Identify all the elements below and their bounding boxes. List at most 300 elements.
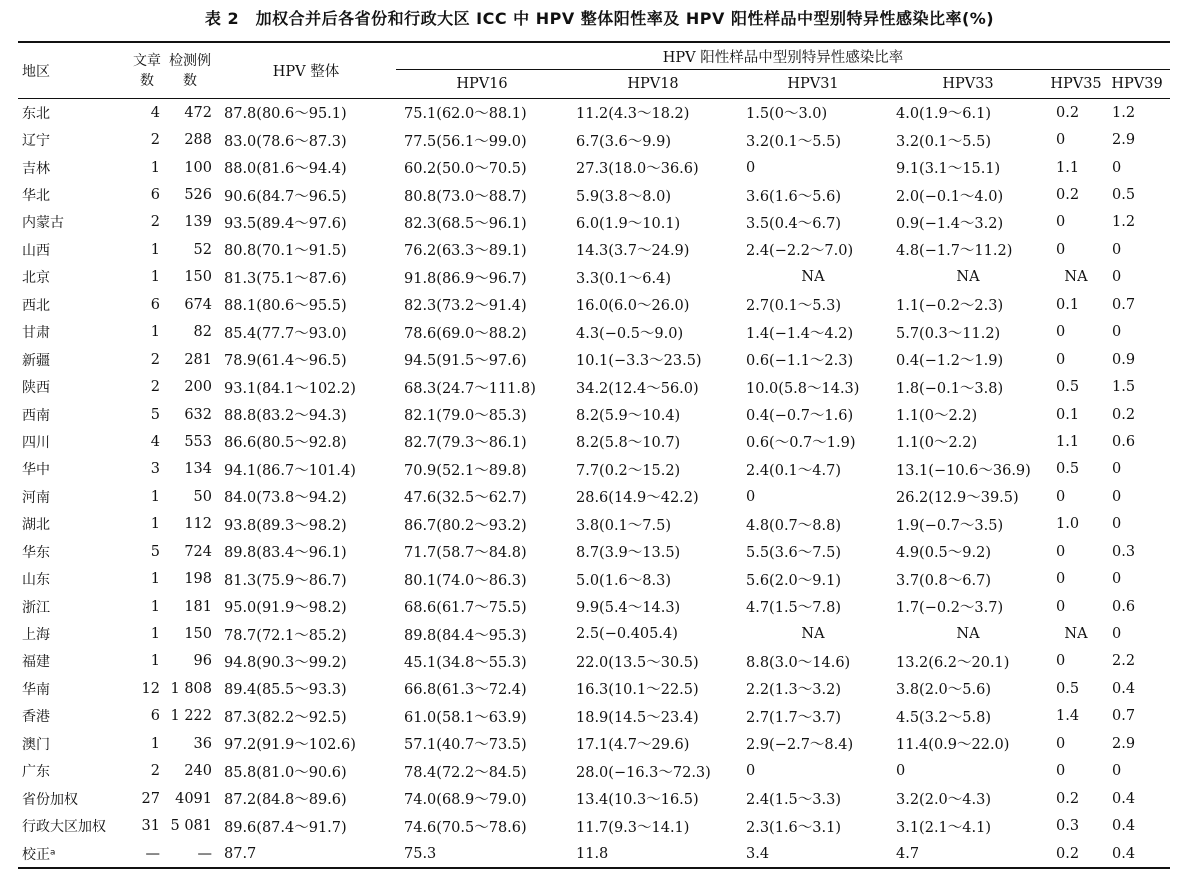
cell-hpv31: 3.5(0.4～6.7) bbox=[746, 215, 841, 232]
cell-samples: 181 bbox=[184, 598, 212, 615]
header-hpv-overall: HPV 整体 bbox=[216, 42, 396, 99]
cell-hpv31: 8.8(3.0～14.6) bbox=[746, 654, 851, 671]
cell-hpv31: 1.5(0～3.0) bbox=[746, 106, 828, 123]
cell-hpv16: 47.6(32.5～62.7) bbox=[404, 490, 527, 507]
cell-hpv18: 22.0(13.5～30.5) bbox=[576, 654, 699, 671]
cell-hpv33: 1.9(−0.7～3.5) bbox=[896, 517, 1004, 534]
cell-hpv16: 80.1(74.0～86.3) bbox=[404, 572, 527, 589]
cell-region: 吉林 bbox=[22, 160, 50, 177]
cell-hpv35: 0.3 bbox=[1056, 818, 1080, 835]
cell-region: 辽宁 bbox=[22, 133, 50, 150]
cell-region: 华南 bbox=[22, 681, 50, 698]
cell-articles: 1 bbox=[150, 598, 160, 615]
cell-hpv35: 0.2 bbox=[1048, 840, 1104, 868]
cell-hpv35: 0 bbox=[1056, 598, 1066, 615]
table-row bbox=[18, 703, 1170, 730]
cell-samples: 82 bbox=[193, 324, 212, 341]
cell-hpv33: NA bbox=[956, 626, 980, 643]
cell-hpv39: 0 bbox=[1112, 626, 1122, 643]
cell-hpv35: NA bbox=[1064, 626, 1088, 643]
cell-hpv-overall: 89.8(83.4～96.1) bbox=[224, 545, 347, 562]
cell-hpv31: 0.4(−0.7～1.6) bbox=[746, 408, 854, 425]
cell-hpv31: 5.6(2.0～9.1) bbox=[746, 572, 841, 589]
cell-hpv33: 13.2(6.2～20.1) bbox=[896, 654, 1010, 671]
cell-hpv16: 57.1(40.7～73.5) bbox=[404, 737, 527, 754]
cell-samples: 198 bbox=[184, 571, 212, 588]
cell-articles: — bbox=[130, 840, 164, 868]
cell-hpv33: 2.0(−0.1～4.0) bbox=[896, 188, 1004, 205]
cell-hpv16: 78.6(69.0～88.2) bbox=[404, 325, 527, 342]
cell-hpv16: 70.9(52.1～89.8) bbox=[404, 462, 527, 479]
cell-hpv18: 11.8 bbox=[568, 840, 738, 868]
table-title: 表 2 加权合并后各省份和行政大区 ICC 中 HPV 整体阳性率及 HPV 阳性样品中型别特异性感染比率(%) bbox=[204, 9, 995, 28]
cell-samples: 1 222 bbox=[170, 708, 212, 725]
table-row bbox=[18, 511, 1170, 538]
header-type-specific-group: HPV 阳性样品中型别特异性感染比率 bbox=[396, 42, 1170, 70]
cell-articles: 6 bbox=[150, 187, 160, 204]
cell-hpv16: 82.7(79.3～86.1) bbox=[404, 435, 527, 452]
cell-hpv16: 80.8(73.0～88.7) bbox=[404, 188, 527, 205]
cell-hpv-overall: 88.8(83.2～94.3) bbox=[224, 408, 347, 425]
cell-hpv35: 1.0 bbox=[1056, 516, 1080, 533]
cell-hpv-overall: 95.0(91.9～98.2) bbox=[224, 600, 347, 617]
cell-region: 山东 bbox=[22, 572, 50, 589]
cell-region: 东北 bbox=[22, 105, 50, 122]
cell-hpv39: 0.7 bbox=[1112, 708, 1136, 725]
table-row bbox=[18, 209, 1170, 236]
cell-articles: 1 bbox=[150, 488, 160, 505]
cell-hpv16: 82.1(79.0～85.3) bbox=[404, 408, 527, 425]
cell-region: 陕西 bbox=[22, 380, 50, 397]
table-row bbox=[18, 99, 1170, 127]
cell-samples: 674 bbox=[184, 296, 212, 313]
table-row bbox=[18, 483, 1170, 510]
cell-hpv-overall: 87.2(84.8～89.6) bbox=[224, 792, 347, 809]
cell-hpv35: 1.1 bbox=[1056, 433, 1080, 450]
cell-articles: 1 bbox=[150, 241, 160, 258]
cell-articles: 2 bbox=[150, 763, 160, 780]
table-row bbox=[18, 373, 1170, 400]
cell-hpv-overall: 78.7(72.1～85.2) bbox=[224, 627, 347, 644]
cell-hpv31: 0 bbox=[746, 488, 756, 505]
table-row bbox=[18, 346, 1170, 373]
cell-hpv39: 0.6 bbox=[1112, 433, 1136, 450]
cell-region: 上海 bbox=[22, 627, 50, 644]
cell-hpv31: 0 bbox=[746, 159, 756, 176]
cell-hpv-overall: 84.0(73.8～94.2) bbox=[224, 490, 347, 507]
cell-region: 河南 bbox=[22, 489, 50, 506]
cell-hpv39: 2.2 bbox=[1112, 653, 1136, 670]
cell-hpv18: 8.7(3.9～13.5) bbox=[576, 545, 681, 562]
table-row bbox=[18, 565, 1170, 592]
header-hpv33: HPV33 bbox=[888, 70, 1048, 99]
cell-hpv35: 0 bbox=[1056, 324, 1066, 341]
cell-region: 湖北 bbox=[22, 517, 50, 534]
cell-articles: 1 bbox=[150, 516, 160, 533]
cell-samples: 112 bbox=[184, 516, 212, 533]
cell-region: 华中 bbox=[22, 462, 50, 479]
cell-hpv39: 0.7 bbox=[1112, 296, 1136, 313]
cell-hpv31: 3.2(0.1～5.5) bbox=[746, 133, 841, 150]
cell-region: 甘肃 bbox=[22, 325, 50, 342]
cell-samples: 100 bbox=[184, 159, 212, 176]
cell-samples: 150 bbox=[184, 626, 212, 643]
cell-hpv16: 75.1(62.0～88.1) bbox=[404, 106, 527, 123]
header-hpv35: HPV35 bbox=[1048, 70, 1104, 99]
cell-hpv-overall: 83.0(78.6～87.3) bbox=[224, 133, 347, 150]
cell-articles: 3 bbox=[150, 461, 160, 478]
cell-hpv33: 3.1(2.1～4.1) bbox=[896, 819, 991, 836]
cell-articles: 1 bbox=[150, 626, 160, 643]
cell-hpv39: 0.6 bbox=[1112, 598, 1136, 615]
cell-region: 四川 bbox=[22, 434, 50, 451]
cell-hpv33: 4.7 bbox=[888, 840, 1048, 868]
cell-hpv35: 0.2 bbox=[1056, 187, 1080, 204]
cell-hpv31: 5.5(3.6～7.5) bbox=[746, 545, 841, 562]
cell-hpv33: 1.1(0～2.2) bbox=[896, 408, 978, 425]
cell-hpv39: 0.9 bbox=[1112, 351, 1136, 368]
cell-hpv18: 18.9(14.5～23.4) bbox=[576, 709, 699, 726]
cell-hpv18: 5.0(1.6～8.3) bbox=[576, 572, 671, 589]
cell-articles: 2 bbox=[150, 379, 160, 396]
cell-hpv-overall: 93.8(89.3～98.2) bbox=[224, 517, 347, 534]
cell-hpv18: 16.3(10.1～22.5) bbox=[576, 682, 699, 699]
cell-samples: 472 bbox=[184, 104, 212, 121]
hpv-prevalence-table bbox=[18, 41, 1170, 869]
cell-hpv35: 1.1 bbox=[1056, 159, 1080, 176]
cell-hpv31: 0 bbox=[746, 763, 756, 780]
cell-hpv-overall: 94.1(86.7～101.4) bbox=[224, 462, 356, 479]
cell-hpv35: 0 bbox=[1056, 241, 1066, 258]
cell-hpv39: 0.5 bbox=[1112, 187, 1136, 204]
cell-hpv35: 0 bbox=[1056, 735, 1066, 752]
cell-hpv35: 0 bbox=[1056, 571, 1066, 588]
cell-articles: 2 bbox=[150, 351, 160, 368]
cell-hpv16: 74.0(68.9～79.0) bbox=[404, 792, 527, 809]
cell-hpv18: 34.2(12.4～56.0) bbox=[576, 380, 699, 397]
cell-hpv31: 2.7(0.1～5.3) bbox=[746, 298, 841, 315]
cell-hpv39: 0 bbox=[1112, 461, 1122, 478]
cell-region: 华东 bbox=[22, 544, 50, 561]
cell-hpv35: 1.4 bbox=[1056, 708, 1080, 725]
cell-hpv35: 0.2 bbox=[1056, 790, 1080, 807]
cell-hpv31: 4.8(0.7～8.8) bbox=[746, 517, 841, 534]
cell-hpv39: 2.9 bbox=[1112, 132, 1136, 149]
table-row bbox=[18, 812, 1170, 839]
cell-hpv39: 0.2 bbox=[1112, 406, 1136, 423]
cell-hpv-overall: 89.6(87.4～91.7) bbox=[224, 819, 347, 836]
cell-hpv31: 0.6(−1.1～2.3) bbox=[746, 353, 854, 370]
cell-hpv16: 75.3 bbox=[396, 840, 568, 868]
cell-articles: 1 bbox=[150, 269, 160, 286]
cell-hpv35: 0.2 bbox=[1056, 104, 1080, 121]
cell-hpv16: 71.7(58.7～84.8) bbox=[404, 545, 527, 562]
cell-samples: 96 bbox=[193, 653, 212, 670]
cell-hpv35: 0.5 bbox=[1056, 379, 1080, 396]
cell-hpv16: 45.1(34.8～55.3) bbox=[404, 654, 527, 671]
cell-hpv31: 1.4(−1.4～4.2) bbox=[746, 325, 854, 342]
cell-hpv31: 3.4 bbox=[738, 840, 888, 868]
cell-region: 西北 bbox=[22, 297, 50, 314]
cell-hpv33: 0 bbox=[896, 763, 906, 780]
cell-articles: 6 bbox=[150, 296, 160, 313]
cell-hpv18: 6.0(1.9～10.1) bbox=[576, 215, 681, 232]
table-row bbox=[18, 428, 1170, 455]
cell-samples: 50 bbox=[193, 488, 212, 505]
cell-hpv16: 89.8(84.4～95.3) bbox=[404, 627, 527, 644]
cell-hpv33: 1.8(−0.1～3.8) bbox=[896, 380, 1004, 397]
cell-hpv39: 0 bbox=[1112, 324, 1122, 341]
cell-hpv31: 4.7(1.5～7.8) bbox=[746, 600, 841, 617]
cell-hpv35: 0 bbox=[1056, 351, 1066, 368]
cell-hpv39: 0 bbox=[1112, 488, 1122, 505]
cell-region: 广东 bbox=[22, 764, 50, 781]
cell-hpv39: 0.4 bbox=[1112, 818, 1136, 835]
cell-region: 福建 bbox=[22, 654, 50, 671]
header-hpv31: HPV31 bbox=[738, 70, 888, 99]
cell-hpv16: 94.5(91.5～97.6) bbox=[404, 353, 527, 370]
cell-hpv33: 0.9(−1.4～3.2) bbox=[896, 215, 1004, 232]
cell-hpv39: 1.2 bbox=[1112, 104, 1136, 121]
cell-hpv-overall: 94.8(90.3～99.2) bbox=[224, 654, 347, 671]
cell-samples: 1 808 bbox=[170, 680, 212, 697]
cell-hpv-overall: 81.3(75.1～87.6) bbox=[224, 270, 347, 287]
cell-hpv18: 28.0(−16.3～72.3) bbox=[576, 764, 711, 781]
cell-hpv33: 26.2(12.9～39.5) bbox=[896, 490, 1019, 507]
cell-hpv35: 0.5 bbox=[1056, 680, 1080, 697]
cell-hpv-overall: 87.8(80.6～95.1) bbox=[224, 106, 347, 123]
cell-articles: 6 bbox=[150, 708, 160, 725]
cell-hpv18: 2.5(−0.405.4) bbox=[576, 626, 678, 643]
cell-hpv18: 11.2(4.3～18.2) bbox=[576, 106, 690, 123]
cell-hpv-overall: 93.1(84.1～102.2) bbox=[224, 380, 356, 397]
cell-hpv31: NA bbox=[801, 269, 825, 286]
cell-hpv35: NA bbox=[1064, 269, 1088, 286]
cell-hpv33: 13.1(−10.6～36.9) bbox=[896, 462, 1031, 479]
cell-region: 新疆 bbox=[22, 352, 50, 369]
cell-hpv16: 76.2(63.3～89.1) bbox=[404, 243, 527, 260]
cell-hpv18: 10.1(−3.3～23.5) bbox=[576, 353, 702, 370]
cell-hpv18: 13.4(10.3～16.5) bbox=[576, 792, 699, 809]
cell-hpv39: 0 bbox=[1112, 269, 1122, 286]
cell-hpv31: 2.4(1.5～3.3) bbox=[746, 792, 841, 809]
cell-samples: 5 081 bbox=[170, 818, 212, 835]
cell-articles: 2 bbox=[150, 132, 160, 149]
header-samples: 检测例数 bbox=[164, 42, 216, 99]
table-row bbox=[18, 456, 1170, 483]
cell-hpv-overall: 85.4(77.7～93.0) bbox=[224, 325, 347, 342]
table-row bbox=[18, 291, 1170, 318]
cell-hpv33: 4.5(3.2～5.8) bbox=[896, 709, 991, 726]
cell-region: 香港 bbox=[22, 709, 50, 726]
cell-hpv35: 0 bbox=[1056, 543, 1066, 560]
table-row bbox=[18, 319, 1170, 346]
cell-hpv31: 3.6(1.6～5.6) bbox=[746, 188, 841, 205]
cell-hpv39: 0.4 bbox=[1104, 840, 1170, 868]
cell-region: 内蒙古 bbox=[22, 215, 64, 232]
cell-hpv-overall: 86.6(80.5～92.8) bbox=[224, 435, 347, 452]
cell-hpv16: 68.6(61.7～75.5) bbox=[404, 600, 527, 617]
cell-samples: 526 bbox=[184, 187, 212, 204]
cell-hpv31: 2.4(−2.2～7.0) bbox=[746, 243, 854, 260]
cell-hpv-overall: 78.9(61.4～96.5) bbox=[224, 353, 347, 370]
cell-samples: 632 bbox=[184, 406, 212, 423]
cell-samples: 36 bbox=[193, 735, 212, 752]
table-row bbox=[18, 401, 1170, 428]
cell-hpv16: 91.8(86.9～96.7) bbox=[404, 270, 527, 287]
table-row bbox=[18, 593, 1170, 620]
cell-articles: 1 bbox=[150, 159, 160, 176]
cell-hpv18: 4.3(−0.5～9.0) bbox=[576, 325, 684, 342]
table-row bbox=[18, 236, 1170, 263]
cell-hpv-overall: 88.0(81.6～94.4) bbox=[224, 161, 347, 178]
cell-hpv-overall: 90.6(84.7～96.5) bbox=[224, 188, 347, 205]
cell-samples: 52 bbox=[193, 241, 212, 258]
cell-samples: 281 bbox=[184, 351, 212, 368]
cell-hpv18: 17.1(4.7～29.6) bbox=[576, 737, 690, 754]
cell-hpv-overall: 85.8(81.0～90.6) bbox=[224, 764, 347, 781]
cell-articles: 1 bbox=[150, 324, 160, 341]
cell-region: 浙江 bbox=[22, 599, 50, 616]
cell-hpv31: 2.4(0.1～4.7) bbox=[746, 462, 841, 479]
cell-hpv-overall: 80.8(70.1～91.5) bbox=[224, 243, 347, 260]
cell-samples: 724 bbox=[184, 543, 212, 560]
table-row bbox=[18, 648, 1170, 675]
cell-hpv18: 6.7(3.6～9.9) bbox=[576, 133, 671, 150]
cell-articles: 5 bbox=[150, 543, 160, 560]
cell-hpv-overall: 81.3(75.9～86.7) bbox=[224, 572, 347, 589]
cell-hpv-overall: 87.7 bbox=[216, 840, 396, 868]
cell-hpv18: 8.2(5.8～10.7) bbox=[576, 435, 681, 452]
cell-hpv39: 1.5 bbox=[1112, 379, 1136, 396]
table-row bbox=[18, 538, 1170, 565]
cell-hpv18: 5.9(3.8～8.0) bbox=[576, 188, 671, 205]
cell-hpv39: 0.4 bbox=[1112, 680, 1136, 697]
cell-hpv18: 27.3(18.0～36.6) bbox=[576, 161, 699, 178]
cell-hpv31: NA bbox=[801, 626, 825, 643]
cell-hpv16: 77.5(56.1～99.0) bbox=[404, 133, 527, 150]
cell-region: 山西 bbox=[22, 242, 50, 259]
cell-hpv39: 1.2 bbox=[1112, 214, 1136, 231]
cell-hpv18: 11.7(9.3～14.1) bbox=[576, 819, 690, 836]
cell-hpv39: 0.4 bbox=[1112, 790, 1136, 807]
cell-region: 华北 bbox=[22, 188, 50, 205]
cell-hpv33: 1.1(0～2.2) bbox=[896, 435, 978, 452]
cell-hpv16: 61.0(58.1～63.9) bbox=[404, 709, 527, 726]
cell-hpv31: 2.7(1.7～3.7) bbox=[746, 709, 841, 726]
cell-region: 北京 bbox=[22, 270, 50, 287]
cell-hpv33: 3.7(0.8～6.7) bbox=[896, 572, 991, 589]
header-region: 地区 bbox=[18, 42, 130, 99]
cell-hpv35: 0 bbox=[1056, 132, 1066, 149]
cell-articles: 2 bbox=[150, 214, 160, 231]
cell-articles: 4 bbox=[150, 433, 160, 450]
cell-hpv35: 0 bbox=[1056, 763, 1066, 780]
cell-articles: 31 bbox=[141, 818, 160, 835]
cell-articles: 12 bbox=[141, 680, 160, 697]
cell-hpv16: 66.8(61.3～72.4) bbox=[404, 682, 527, 699]
table-row bbox=[18, 620, 1170, 647]
cell-hpv16: 74.6(70.5～78.6) bbox=[404, 819, 527, 836]
cell-hpv31: 0.6(～0.7～1.9) bbox=[746, 435, 856, 452]
cell-hpv16: 60.2(50.0～70.5) bbox=[404, 161, 527, 178]
cell-hpv-overall: 87.3(82.2～92.5) bbox=[224, 709, 347, 726]
cell-articles: 1 bbox=[150, 653, 160, 670]
cell-hpv35: 0.1 bbox=[1056, 296, 1080, 313]
table-row bbox=[18, 730, 1170, 757]
cell-hpv18: 16.0(6.0～26.0) bbox=[576, 298, 690, 315]
table-row bbox=[18, 264, 1170, 291]
cell-hpv35: 0 bbox=[1056, 488, 1066, 505]
cell-samples: 134 bbox=[184, 461, 212, 478]
cell-hpv39: 0 bbox=[1112, 571, 1122, 588]
cell-hpv18: 9.9(5.4～14.3) bbox=[576, 600, 681, 617]
cell-samples: 288 bbox=[184, 132, 212, 149]
header-hpv16: HPV16 bbox=[396, 70, 568, 99]
cell-articles: 4 bbox=[150, 104, 160, 121]
cell-hpv16: 68.3(24.7～111.8) bbox=[404, 380, 536, 397]
cell-hpv-overall: 93.5(89.4～97.6) bbox=[224, 215, 347, 232]
table-row bbox=[18, 675, 1170, 702]
cell-hpv18: 28.6(14.9～42.2) bbox=[576, 490, 699, 507]
cell-hpv39: 0 bbox=[1112, 516, 1122, 533]
cell-region: 省份加权 bbox=[22, 791, 78, 808]
cell-hpv18: 3.8(0.1～7.5) bbox=[576, 517, 671, 534]
cell-articles: 1 bbox=[150, 571, 160, 588]
table-row bbox=[18, 126, 1170, 153]
cell-hpv16: 86.7(80.2～93.2) bbox=[404, 517, 527, 534]
cell-hpv31: 2.3(1.6～3.1) bbox=[746, 819, 841, 836]
cell-hpv-overall: 88.1(80.6～95.5) bbox=[224, 298, 347, 315]
header-hpv18: HPV18 bbox=[568, 70, 738, 99]
cell-region: 校正ᵃ bbox=[18, 840, 130, 868]
cell-hpv16: 82.3(68.5～96.1) bbox=[404, 215, 527, 232]
cell-region: 西南 bbox=[22, 407, 50, 424]
cell-hpv-overall: 89.4(85.5～93.3) bbox=[224, 682, 347, 699]
cell-hpv33: 4.0(1.9～6.1) bbox=[896, 106, 991, 123]
cell-hpv33: 4.8(−1.7～11.2) bbox=[896, 243, 1013, 260]
cell-hpv35: 0.5 bbox=[1056, 461, 1080, 478]
cell-articles: 5 bbox=[150, 406, 160, 423]
cell-hpv39: 0 bbox=[1112, 241, 1122, 258]
cell-region: 行政大区加权 bbox=[22, 819, 106, 836]
cell-hpv31: 2.9(−2.7～8.4) bbox=[746, 737, 854, 754]
table-row bbox=[18, 785, 1170, 812]
cell-hpv35: 0 bbox=[1056, 214, 1066, 231]
cell-hpv18: 8.2(5.9～10.4) bbox=[576, 408, 681, 425]
table-row bbox=[18, 758, 1170, 785]
cell-hpv33: 3.2(0.1～5.5) bbox=[896, 133, 991, 150]
cell-region: 澳门 bbox=[22, 736, 50, 753]
cell-samples: — bbox=[164, 840, 216, 868]
cell-hpv33: 1.7(−0.2～3.7) bbox=[896, 600, 1004, 617]
cell-hpv18: 3.3(0.1～6.4) bbox=[576, 270, 671, 287]
cell-hpv39: 0 bbox=[1112, 763, 1122, 780]
table-row bbox=[18, 840, 1170, 868]
cell-hpv16: 78.4(72.2～84.5) bbox=[404, 764, 527, 781]
cell-hpv33: 11.4(0.9～22.0) bbox=[896, 737, 1010, 754]
cell-hpv33: 1.1(−0.2～2.3) bbox=[896, 298, 1004, 315]
cell-samples: 553 bbox=[184, 433, 212, 450]
cell-hpv31: 2.2(1.3～3.2) bbox=[746, 682, 841, 699]
cell-hpv16: 82.3(73.2～91.4) bbox=[404, 298, 527, 315]
cell-hpv33: 3.2(2.0～4.3) bbox=[896, 792, 991, 809]
cell-samples: 4091 bbox=[175, 790, 212, 807]
header-articles: 文章数 bbox=[130, 42, 164, 99]
cell-hpv31: 10.0(5.8～14.3) bbox=[746, 380, 860, 397]
cell-hpv39: 0 bbox=[1112, 159, 1122, 176]
cell-hpv35: 0 bbox=[1056, 653, 1066, 670]
